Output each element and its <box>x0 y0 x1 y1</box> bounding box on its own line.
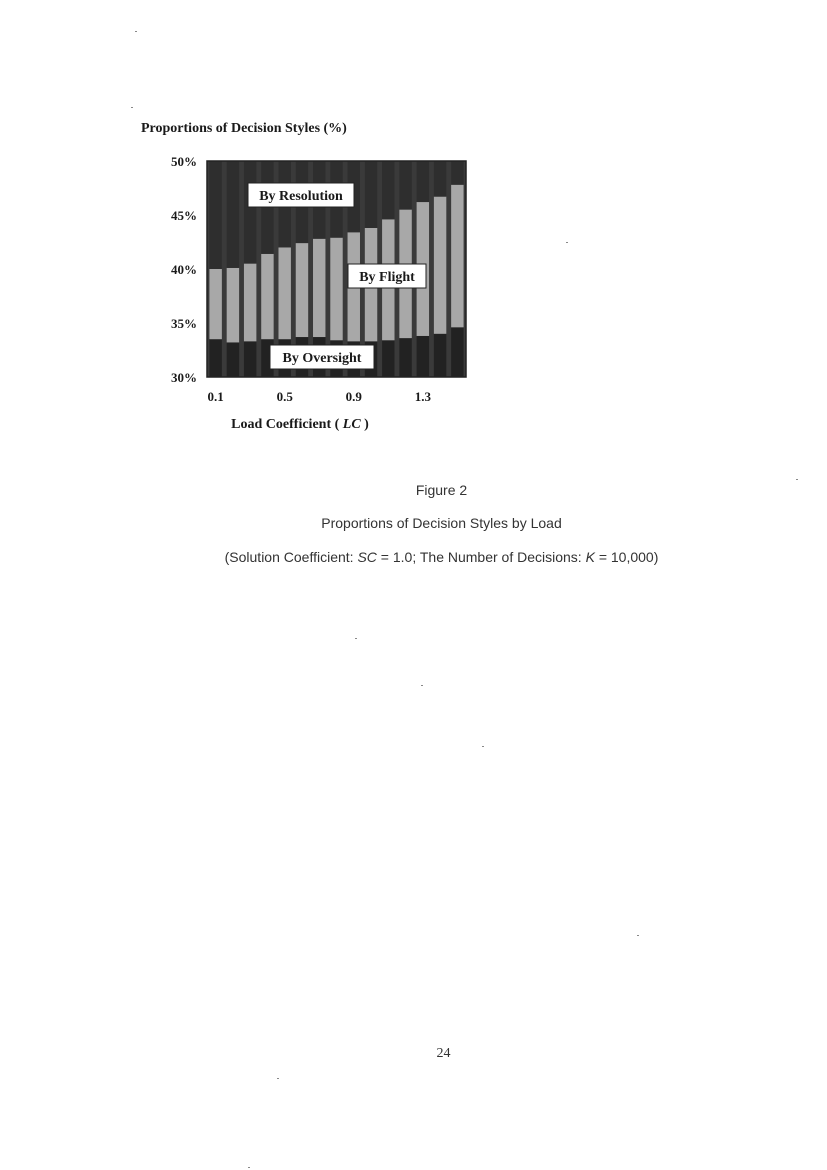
x-axis-label: Load Coefficient ( LC ) <box>231 417 369 432</box>
bar-segment-by-flight <box>227 268 239 343</box>
figure-parameters: (Solution Coefficient: SC = 1.0; The Number of Decisions: K = 10,000) <box>224 549 659 565</box>
callout-label: By Flight <box>359 270 415 285</box>
scan-speck <box>277 1078 279 1079</box>
bar-segment-by-resolution <box>382 161 394 219</box>
bar-segment-by-oversight <box>382 340 394 377</box>
bar-segment-by-flight <box>278 247 290 339</box>
bar-segment-by-oversight <box>417 336 429 377</box>
bar-segment-by-flight <box>434 197 446 334</box>
scan-speck <box>482 746 484 747</box>
y-tick-label: 30% <box>171 370 197 385</box>
y-axis-ticks <box>171 154 197 385</box>
figure-caption: Proportions of Decision Styles by Load <box>321 515 562 531</box>
bar-segment-by-flight <box>209 269 221 339</box>
bar-segment-by-resolution <box>434 161 446 197</box>
bar-segment-by-flight <box>244 264 256 342</box>
scan-speck <box>421 685 423 686</box>
bar-segment-by-flight <box>261 254 273 339</box>
x-tick-label: 1.3 <box>414 389 431 404</box>
y-tick-label: 35% <box>171 316 197 331</box>
bar-segment-by-oversight <box>399 338 411 377</box>
bar-segment-by-flight <box>330 238 342 341</box>
bar-segment-by-resolution <box>227 161 239 268</box>
scan-speck <box>131 107 133 108</box>
callout-label: By Resolution <box>259 189 343 204</box>
scan-speck <box>248 1167 250 1168</box>
x-tick-label: 0.5 <box>276 389 293 404</box>
scan-speck <box>796 479 798 480</box>
bar-segment-by-flight <box>451 185 463 328</box>
callout-label: By Oversight <box>282 351 362 366</box>
callout-by-oversight <box>270 345 374 369</box>
bar-segment-by-resolution <box>209 161 221 269</box>
bar-segment-by-flight <box>296 243 308 337</box>
bar-segment-by-oversight <box>209 339 221 377</box>
bar-segment-by-resolution <box>399 161 411 210</box>
x-tick-label: 0.9 <box>345 389 362 404</box>
y-tick-label: 40% <box>171 262 197 277</box>
figure-number: Figure 2 <box>415 482 468 498</box>
bar-segment-by-oversight <box>451 327 463 377</box>
bar-segment-by-resolution <box>244 161 256 264</box>
y-tick-label: 45% <box>171 208 197 223</box>
x-axis-ticks <box>208 389 432 404</box>
y-tick-label: 50% <box>171 154 197 169</box>
scan-speck <box>566 242 568 243</box>
bar-segment-by-oversight <box>227 342 239 377</box>
page-number: 24 <box>436 1046 451 1061</box>
chart-title: Proportions of Decision Styles (%) <box>141 121 347 136</box>
scan-speck <box>135 31 137 32</box>
scan-speck <box>637 935 639 936</box>
bar-segment-by-flight <box>313 239 325 337</box>
bar-segment-by-resolution <box>365 161 377 228</box>
bar-segment-by-resolution <box>451 161 463 185</box>
bar-segment-by-oversight <box>434 334 446 377</box>
callout-by-resolution <box>248 183 354 207</box>
scan-speck <box>355 638 357 639</box>
bar-segment-by-oversight <box>244 341 256 377</box>
chart-svg <box>0 0 827 470</box>
bar-segment-by-resolution <box>417 161 429 202</box>
callout-by-flight <box>348 264 426 288</box>
x-tick-label: 0.1 <box>207 389 224 404</box>
